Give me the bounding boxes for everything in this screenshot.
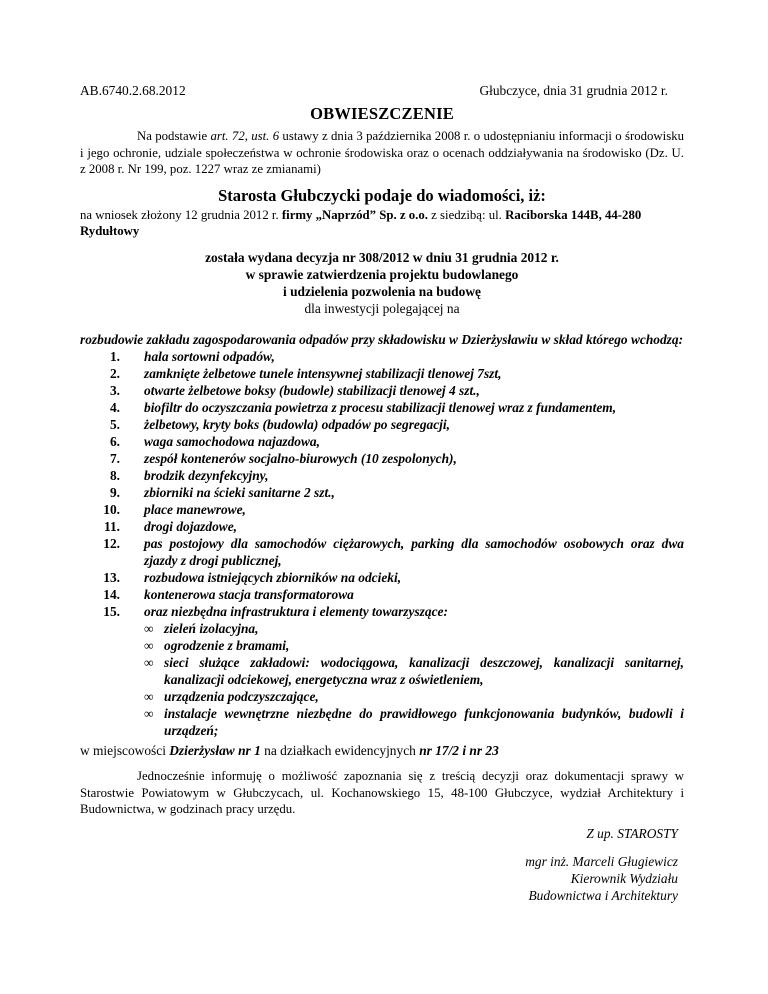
information-paragraph: Jednocześnie informuję o możliwość zapoznania się z treścią decyzji oraz dokumentacji sprawy w Starostwie Powiatowym w Głubczycach, ul. Kochanowskiego 15, 48-100 Głubczyce, wydział Architektury i Budownictwa, w godzinach pracy urzędu.	[80, 768, 684, 817]
investment-subject: rozbudowie zakładu zagospodarowania odpadów przy składowisku w Dzierżysławiu w skład którego wchodzą:	[80, 331, 684, 347]
article-reference: art. 72, ust. 6	[210, 129, 280, 143]
document-title: OBWIESZCZENIE	[310, 104, 454, 123]
list-item: 12. pas postojowy dla samochodów ciężarowych, parking dla samochodów osobowych oraz dwa zjazdy z drogi publicznej,	[103, 535, 684, 568]
village-name: Dzierżysław nr 1	[169, 742, 261, 758]
sub-list-item: ∞ sieci służące zakładowi: wodociągowa, kanalizacji deszczowej, kanalizacji sanitarnej, kanalizacji odciekowej, energetyczna wraz z oświetleniem,	[144, 654, 684, 687]
signatory-name: mgr inż. Marceli Gługiewicz	[525, 853, 678, 869]
infinity-bullet-icon: ∞	[144, 620, 154, 636]
decision-line: i udzielenia pozwolenia na budowę	[283, 283, 481, 299]
signature-authority: Z up. STAROSTY	[586, 825, 678, 841]
sub-list-item: ∞ zieleń izolacyjna,	[144, 620, 259, 636]
list-item: 7. zespół kontenerów socjalno-biurowych (10 zespolonych),	[109, 450, 457, 466]
announcement-heading: Starosta Głubczycki podaje do wiadomości, iż:	[218, 185, 546, 205]
list-item: 8. brodzik dezynfekcyjny,	[109, 467, 269, 483]
list-item: 4. biofiltr do oczyszczania powietrza z procesu stabilizacji tlenowej wraz z fundamentem,	[109, 399, 617, 415]
infinity-bullet-icon: ∞	[144, 705, 154, 721]
list-item: 3. otwarte żelbetowe boksy (budowle) stabilizacji tlenowej 4 szt.,	[109, 382, 480, 398]
request-paragraph: na wniosek złożony 12 grudnia 2012 r. firmy „Naprzód” Sp. z o.o. z siedzibą: ul. Raciborska 144B, 44-280 Rydułtowy	[80, 207, 642, 239]
infinity-bullet-icon: ∞	[144, 688, 154, 704]
list-item: 1. hala sortowni odpadów,	[109, 348, 275, 364]
list-item: 5. żelbetowy, kryty boks (budowla) odpadów po segregacji,	[109, 416, 450, 432]
legal-basis: Na podstawie art. 72, ust. 6 ustawy z dnia 3 października 2008 r. o udostępnianiu informacji o środowisku i jego ochronie, udziale społeczeństwa w ochronie środowiska oraz o ocenach oddziaływania na środowisko (Dz. U. z 2008 r. Nr 199, poz. 1227 wraz ze zmianami)	[80, 129, 684, 177]
signatory-department: Budownictwa i Architektury	[528, 887, 678, 903]
company-address: Raciborska 144B, 44-280 Rydułtowy	[80, 207, 642, 239]
signatory-position: Kierownik Wydziału	[570, 870, 678, 886]
plot-numbers: nr 17/2 i nr 23	[419, 742, 499, 758]
list-item: 15. oraz niezbędna infrastruktura i elementy towarzyszące: ∞ zieleń izolacyjna, ∞ ogrodzenie z bramami, ∞ sieci służące zakładowi: wodociągowa, kanalizacji deszczowej, kanalizacji sanitarnej, kanalizacji odciekowej, energetyczna wraz z oświetleniem, ∞ urządzenia podczyszczające, ∞ instalacje wewnętrzne niezbędne do prawidłowego funkcjonowania budynków, budowli i urządzeń;	[103, 603, 684, 738]
list-item: 2. zamknięte żelbetowe tunele intensywnej stabilizacji tlenowej 7szt,	[109, 365, 502, 381]
place-date: Głubczyce, dnia 31 grudnia 2012 r.	[479, 83, 668, 98]
sub-list-item: ∞ urządzenia podczyszczające,	[144, 688, 319, 704]
document-page	[80, 82, 684, 904]
sub-list-item: ∞ ogrodzenie z bramami,	[144, 637, 290, 653]
decision-line: w sprawie zatwierdzenia projektu budowlanego	[245, 266, 519, 282]
sub-list-item: ∞ instalacje wewnętrzne niezbędne do prawidłowego funkcjonowania budynków, budowli i urządzeń;	[144, 705, 684, 738]
list-item: 13. rozbudowa istniejących zbiorników na odcieki,	[103, 569, 402, 585]
reference-number: AB.6740.2.68.2012	[80, 83, 186, 98]
signature-block	[80, 825, 678, 904]
sub-items-list	[144, 620, 684, 739]
list-item: 6. waga samochodowa najazdowa,	[109, 433, 320, 449]
list-item: 10. place manewrowe,	[103, 501, 246, 517]
decision-line: dla inwestycji polegającej na	[304, 300, 460, 316]
list-item: 14. kontenerowa stacja transformatorowa	[103, 586, 354, 602]
items-list	[80, 348, 684, 739]
list-item: 9. zbiorniki na ścieki sanitarne 2 szt.,	[109, 484, 335, 500]
decision-block	[80, 249, 684, 317]
company-name: firmy „Naprzód” Sp. z o.o.	[281, 207, 428, 222]
document-header	[80, 82, 684, 102]
infinity-bullet-icon: ∞	[144, 654, 154, 670]
list-item: 11. drogi dojazdowe,	[104, 518, 237, 534]
location-paragraph: w miejscowości Dzierżysław nr 1 na działkach ewidencyjnych nr 17/2 i nr 23	[80, 742, 499, 758]
decision-line: została wydana decyzja nr 308/2012 w dniu 31 grudnia 2012 r.	[205, 249, 559, 265]
infinity-bullet-icon: ∞	[144, 637, 154, 653]
